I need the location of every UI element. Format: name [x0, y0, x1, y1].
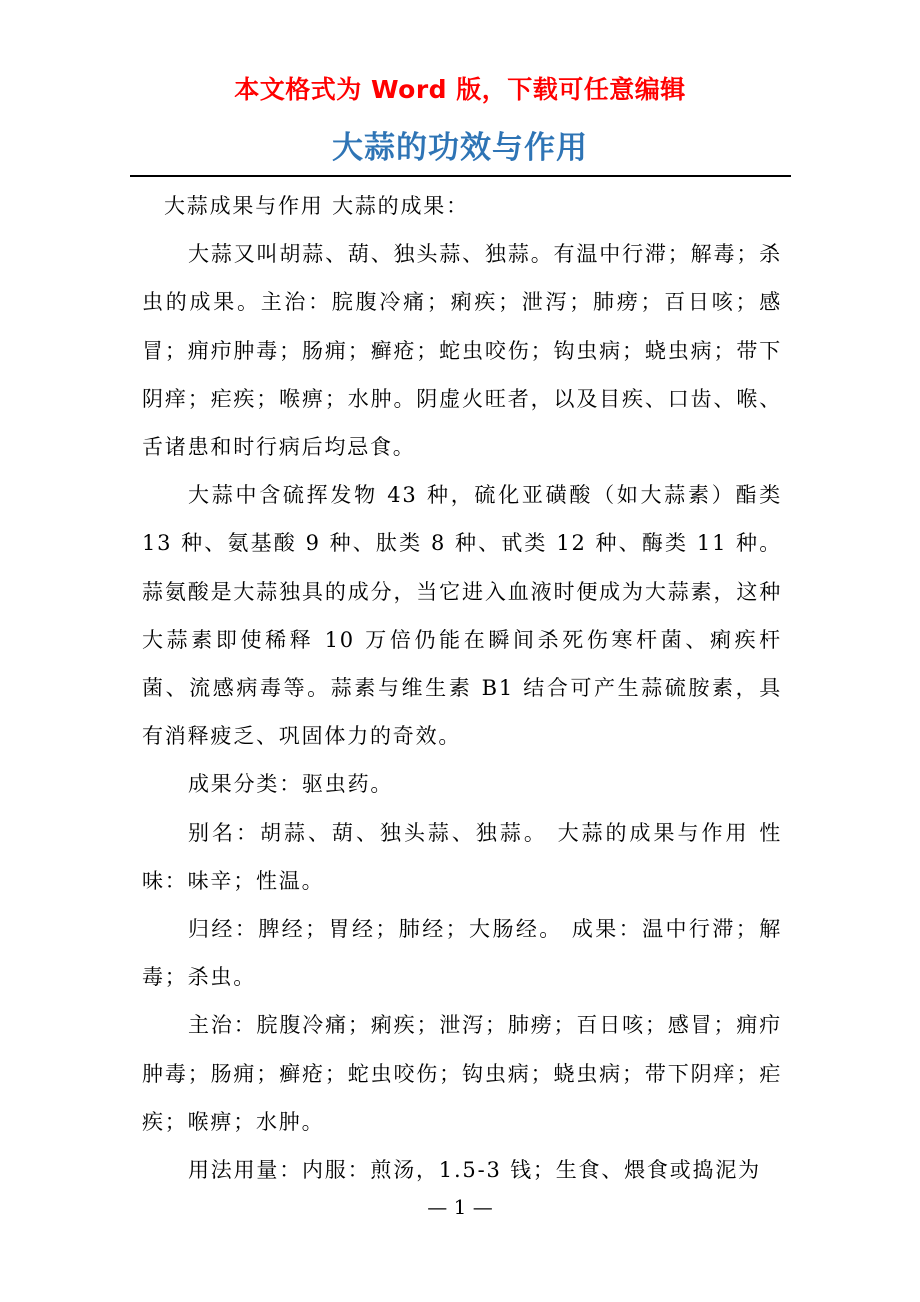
- paragraph-dosage: 用法用量：内服：煎汤，1.5-3 钱；生食、煨食或捣泥为: [188, 1158, 761, 1183]
- paragraph-indications: 主治：脘腹冷痛；痢疾；泄泻；肺痨；百日咳；感冒；痈疖肿毒；肠痈；癣疮；蛇虫咬伤；钩虫病；蛲虫病；带下阴痒；疟疾；喉痹；水肿。: [142, 1013, 782, 1134]
- document-body: [142, 182, 782, 1194]
- page-number: — 1 —: [427, 1195, 493, 1219]
- paragraph-composition: 大蒜中含硫挥发物 43 种，硫化亚磺酸（如大蒜素）酯类 13 种、氨基酸 9 种、肽类 8 种、甙类 12 种、酶类 11 种。蒜氨酸是大蒜独具的成分，当它进入血液时便成为大蒜素，这种大蒜素即使稀释 10 万倍仍能在瞬间杀死伤寒杆菌、痢疾杆菌、流感病毒等。蒜素与维生素 B1 结合可产生蒜硫胺素，具有消释疲乏、巩固体力的奇效。: [142, 483, 782, 749]
- paragraph-intro: 大蒜成果与作用 大蒜的成果：: [164, 194, 469, 218]
- document-title: 大蒜的功效与作用: [332, 130, 588, 166]
- paragraph-category: 成果分类：驱虫药。: [188, 772, 394, 797]
- paragraph-overview: 大蒜又叫胡蒜、葫、独头蒜、独蒜。有温中行滞；解毒；杀虫的成果。主治：脘腹冷痛；痢疾；泄泻；肺痨；百日咳；感冒；痈疖肿毒；肠痈；癣疮；蛇虫咬伤；钩虫病；蛲虫病；带下阴痒；疟疾；喉痹；水肿。阴虚火旺者，以及目疾、口齿、喉、舌诸患和时行病后均忌食。: [142, 242, 782, 460]
- paragraph-meridian: 归经：脾经；胃经；肺经；大肠经。 成果：温中行滞；解毒；杀虫。: [142, 917, 782, 990]
- paragraph-alias: 别名：胡蒜、葫、独头蒜、独蒜。 大蒜的成果与作用 性味：味辛；性温。: [142, 820, 782, 893]
- title-divider: [130, 175, 791, 177]
- download-banner: 本文格式为 Word 版，下载可任意编辑: [234, 75, 686, 104]
